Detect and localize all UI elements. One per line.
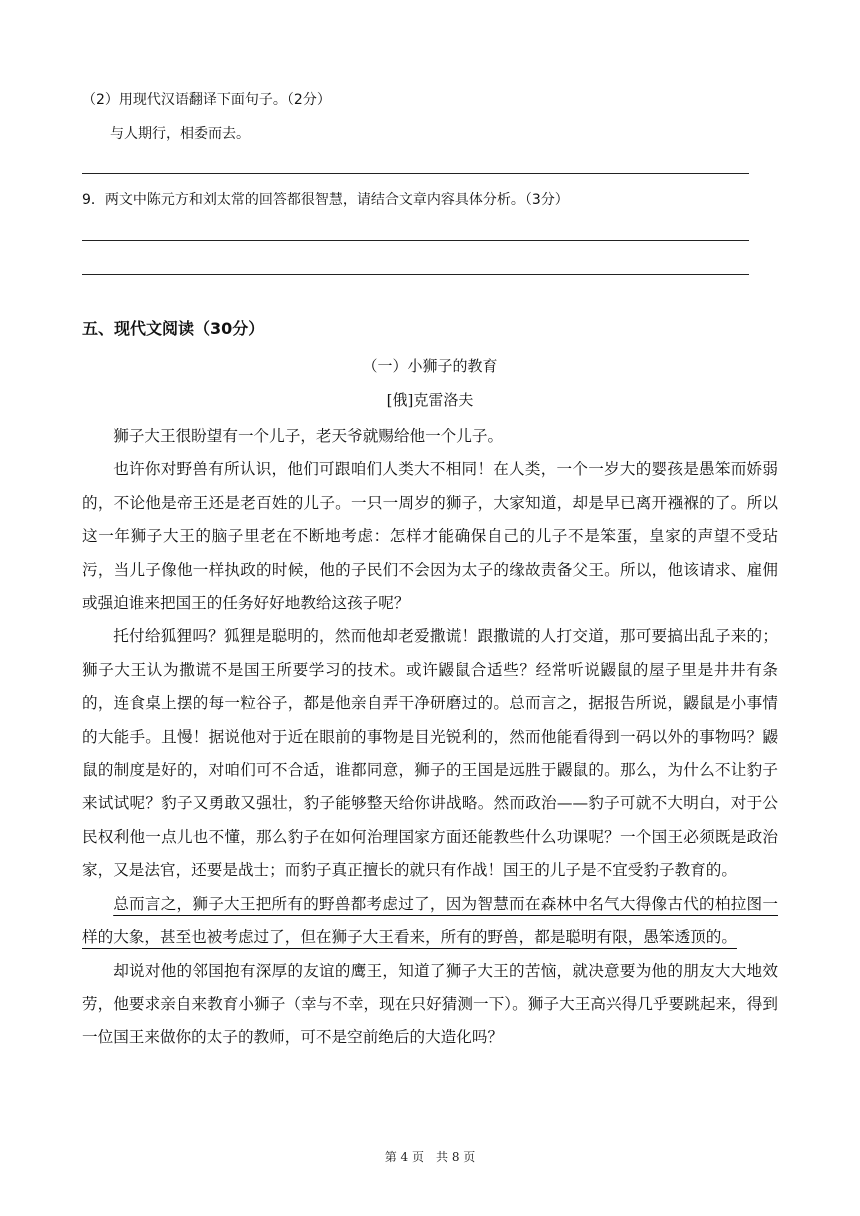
article-paragraph-3: 托付给狐狸吗？狐狸是聪明的，然而他却老爱撒谎！跟撒谎的人打交道，那可要搞出乱子来的；狮子大王认为撒谎不是国王所要学习的技术。或许鼹鼠合适些？经常听说鼹鼠的屋子里是井井有条的，连食桌上摆的每一粒谷子，都是他亲自弄干净研磨过的。总而言之，据报告所说，鼹鼠是小事情的大能手。且慢！据说他对于近在眼前的事物是目光锐利的，然而他能看得到一码以外的事物吗？鼹鼠的制度是好的，对咱们可不合适，谁都同意，狮子的王国是远胜于鼹鼠的。那么，为什么不让豹子来试试呢？豹子又勇敢又强壮，豹子能够整天给你讲战略。然而政治——豹子可就不大明白，对于公民权利他一点儿也不懂，那么豹子在如何治理国家方面还能教些什么功课呢？一个国王必须既是政治家，又是法官，还要是战士；而豹子真正擅长的就只有作战！国王的儿子是不宜受豹子教育的。: [82, 627, 778, 880]
article-title: （一）小狮子的教育: [362, 357, 498, 375]
article-paragraph-2: 也许你对野兽有所认识，他们可跟咱们人类大不相同！在人类，一个一岁大的婴孩是愚笨而娇弱的，不论他是帝王还是老百姓的儿子。一只一周岁的狮子，大家知道，却是早已离开襁褓的了。所以这一年狮子大王的脑子里老在不断地考虑：怎样才能确保自己的儿子不是笨蛋，皇家的声望不受玷污，当儿子像他一样执政的时候，他的子民们不会因为太子的缘故责备父王。所以，他该请求、雇佣或强迫谁来把国王的任务好好地教给这孩子呢？: [82, 460, 778, 613]
answer-line-8-2[interactable]: [82, 173, 749, 174]
question-9: 9．两文中陈元方和刘太常的回答都很智慧，请结合文章内容具体分析。（3分）: [82, 192, 569, 208]
question-8-2-sentence: 与人期行，相委而去。: [110, 126, 250, 142]
article-paragraph-4-underlined: 总而言之，狮子大王把所有的野兽都考虑过了，因为智慧而在森林中名气大得像古代的柏拉图一样的大象，甚至也被考虑过了，但在狮子大王看来，所有的野兽，都是聪明有限，愚笨透顶的。: [82, 894, 778, 947]
article-paragraph-1: 狮子大王很盼望有一个儿子，老天爷就赐给他一个儿子。: [113, 427, 504, 445]
page-footer: 第 4 页 共 8 页: [384, 1150, 476, 1164]
article-body: [82, 420, 778, 1055]
answer-line-9-1[interactable]: [82, 240, 749, 241]
question-8-2: （2）用现代汉语翻译下面句子。（2分）: [82, 92, 331, 108]
article-paragraph-5: 却说对他的邻国抱有深厚的友谊的鹰王，知道了狮子大王的苦恼，就决意要为他的朋友大大地效劳，他要求亲自来教育小狮子（幸与不幸，现在只好猜测一下）。狮子大王高兴得几乎要跳起来，得到一位国王来做你的太子的教师，可不是空前绝后的大造化吗？: [82, 961, 778, 1047]
section-title: 五、现代文阅读（30分）: [82, 319, 265, 338]
article-author: [俄]克雷洛夫: [386, 391, 474, 409]
answer-line-9-2[interactable]: [82, 274, 749, 275]
